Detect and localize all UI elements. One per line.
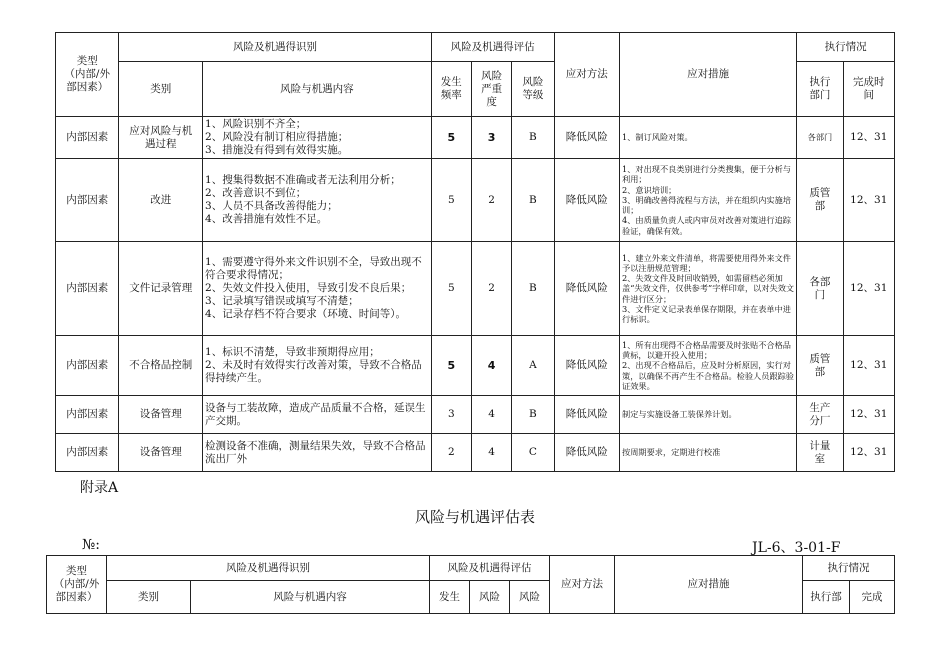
header-frequency: 发生 [430,581,470,614]
header-type: 类型 （内部/外 部因素） [56,33,119,117]
cell-done: 12、31 [843,336,894,396]
form-code: JL-6、3-01-F [752,540,841,556]
cell-done: 12、31 [843,434,894,472]
cell-category: 改进 [119,159,203,242]
cell-content: 1、风险识别不齐全； 2、风险没有制订相应得措施； 3、措施没有得到有效得实施。 [203,117,432,159]
cell-category: 文件记录管理 [119,242,203,336]
cell-measures: 制定与实施设备工装保养计划。 [620,396,797,434]
header-dept: 执行 部门 [797,62,843,117]
cell-severity: 2 [471,159,511,242]
cell-method: 降低风险 [554,159,619,242]
cell-content: 1、需要遵守得外来文件识别不全，导致出现不符合要求得情况； 2、失效文件投入使用，导致引发不良后果； 3、记录填写错误或填写不清楚； 4、记录存档不符合要求（环境、时间等）。 [203,242,432,336]
cell-measures: 1、对出现不良类别进行分类搜集，便于分析与利用； 2、意识培训； 3、明确改善得流程与方法，并在组织内实施培训； 4、由质量负责人或内审员对改善对策进行追踪验证，确保有效。 [620,159,797,242]
header-method: 应对方法 [550,556,615,614]
cell-type: 内部因素 [56,117,119,159]
cell-method: 降低风险 [554,242,619,336]
cell-measures: 1、制订风险对策。 [620,117,797,159]
cell-content: 检测设备不准确，测量结果失效，导致不合格品流出厂外 [203,434,432,472]
cell-level: B [512,242,554,336]
header-severity: 风险 [470,581,510,614]
cell-method: 降低风险 [554,117,619,159]
header-content: 风险与机遇内容 [191,581,430,614]
cell-content: 1、标识不清楚，导致非预期得应用； 2、未及时有效得实行改善对策，导致不合格品得持续产生。 [203,336,432,396]
cell-level: C [512,434,554,472]
cell-level: B [512,396,554,434]
header-level: 风险 [510,581,550,614]
cell-done: 12、31 [843,117,894,159]
cell-done: 12、31 [843,396,894,434]
cell-content: 设备与工装故障，造成产品质量不合格，延误生产交期。 [203,396,432,434]
cell-category: 设备管理 [119,434,203,472]
cell-level: B [512,159,554,242]
cell-method: 降低风险 [554,336,619,396]
cell-type: 内部因素 [56,336,119,396]
header-level: 风险 等级 [512,62,554,117]
cell-method: 降低风险 [554,434,619,472]
header-category: 类别 [107,581,191,614]
header-evaluate-group: 风险及机遇得评估 [430,556,550,581]
cell-type: 内部因素 [56,434,119,472]
table-row [56,396,895,434]
header-severity: 风险 严重 度 [471,62,511,117]
cell-measures: 1、所有出现得不合格品需要及时张贴不合格品黄标，以避开投入使用； 2、出现不合格品后，应及时分析原因，实行对策，以确保不再产生不合格品。检验人员跟踪验证效果。 [620,336,797,396]
header-frequency: 发生 频率 [431,62,471,117]
cell-severity: 4 [471,396,511,434]
header-identify-group: 风险及机遇得识别 [119,33,431,62]
cell-done: 12、31 [843,242,894,336]
cell-frequency: 5 [431,336,471,396]
header-category: 类别 [119,62,203,117]
header-execution-group: 执行情况 [803,556,895,581]
cell-category: 设备管理 [119,396,203,434]
form-title: 风险与机遇评估表 [414,508,535,526]
cell-severity: 2 [471,242,511,336]
cell-severity: 4 [471,434,511,472]
header-done: 完成 [850,581,895,614]
header-dept: 执行部 [803,581,850,614]
cell-severity: 4 [471,336,511,396]
cell-frequency: 2 [431,434,471,472]
header-identify-group: 风险及机遇得识别 [107,556,430,581]
cell-frequency: 5 [431,117,471,159]
cell-dept: 质管 部 [797,159,843,242]
cell-type: 内部因素 [56,159,119,242]
table-row [56,336,895,396]
cell-frequency: 5 [431,159,471,242]
cell-type: 内部因素 [56,242,119,336]
cell-level: B [512,117,554,159]
cell-content: 1、搜集得数据不准确或者无法利用分析； 2、改善意识不到位； 3、人员不具备改善得能力； 4、改善措施有效性不足。 [203,159,432,242]
number-label: №: [82,537,100,553]
table-row [56,159,895,242]
appendix-label: 附录A [80,480,119,496]
cell-severity: 3 [471,117,511,159]
table-row [56,434,895,472]
table-row [56,242,895,336]
header-execution-group: 执行情况 [797,33,895,62]
cell-dept: 计量 室 [797,434,843,472]
cell-frequency: 3 [431,396,471,434]
cell-measures: 1、建立外来文件清单，将需要使用得外来文件予以注册规范管理； 2、失效文件及时回收销毁，如需留档必须加盖“失效文件，仅供参考”字样印章，以对失效文件进行区分； 3、文件定义记录表单保存期限，并在表单中进行标识。 [620,242,797,336]
cell-method: 降低风险 [554,396,619,434]
cell-category: 应对风险与机 遇过程 [119,117,203,159]
risk-table-new-page [46,555,895,614]
cell-dept: 质管 部 [797,336,843,396]
cell-dept: 各部 门 [797,242,843,336]
cell-frequency: 5 [431,242,471,336]
header-done: 完成时 间 [843,62,894,117]
header-type: 类型 （内部/外 部因素） [47,556,107,614]
cell-type: 内部因素 [56,396,119,434]
header-content: 风险与机遇内容 [203,62,432,117]
cell-level: A [512,336,554,396]
cell-dept: 各部门 [797,117,843,159]
cell-done: 12、31 [843,159,894,242]
cell-category: 不合格品控制 [119,336,203,396]
header-evaluate-group: 风险及机遇得评估 [431,33,554,62]
header-measures: 应对措施 [620,33,797,117]
cell-measures: 按周期要求，定期进行校准 [620,434,797,472]
header-method: 应对方法 [554,33,619,117]
risk-table-continued [55,32,895,472]
header-measures: 应对措施 [615,556,803,614]
cell-dept: 生产 分厂 [797,396,843,434]
table-row [56,117,895,159]
